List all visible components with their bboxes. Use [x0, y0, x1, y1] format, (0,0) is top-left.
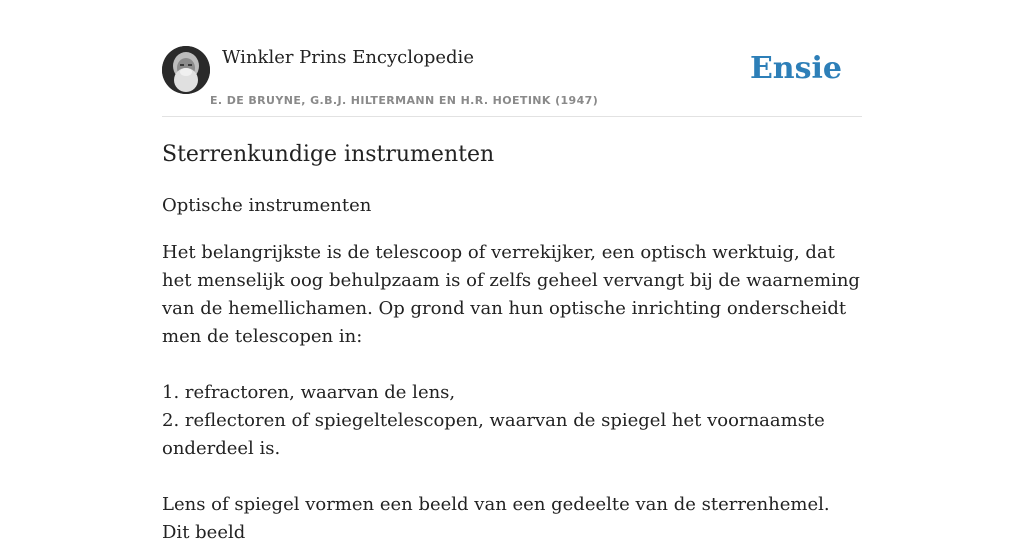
author-avatar[interactable] [162, 46, 210, 94]
page [162, 0, 862, 543]
paragraph-intro: Het belangrijkste is de telescoop of verrekijker, een optisch werktuig, dat het menselijk oog behulpzaam is of zelfs geheel vervangt bij de waarneming van de hemellichamen. Op grond van hun optische inrichting onderscheidt men de telescopen in: [162, 242, 860, 347]
portrait-icon [162, 46, 210, 94]
article-body [162, 239, 862, 547]
publication-header [162, 0, 862, 117]
section-heading: Optische instrumenten [162, 195, 372, 216]
paragraph-spacer [162, 351, 862, 379]
paragraph-continued: Lens of spiegel vormen een beeld van een gedeelte van de sterrenhemel. Dit beeld [162, 494, 830, 543]
publication-authors: E. DE BRUYNE, G.B.J. HILTERMANN EN H.R. HOETINK (1947) [210, 94, 599, 107]
article-title: Sterrenkundige instrumenten [162, 142, 495, 167]
list-item: 1. refractoren, waarvan de lens, [162, 382, 456, 403]
list-item: 2. reflectoren of spiegeltelescopen, waarvan de spiegel het voornaamste onderdeel is. [162, 410, 825, 459]
paragraph-spacer [162, 463, 862, 491]
publication-title[interactable]: Winkler Prins Encyclopedie [222, 47, 474, 68]
ensie-logo-link[interactable]: Ensie [749, 51, 842, 86]
